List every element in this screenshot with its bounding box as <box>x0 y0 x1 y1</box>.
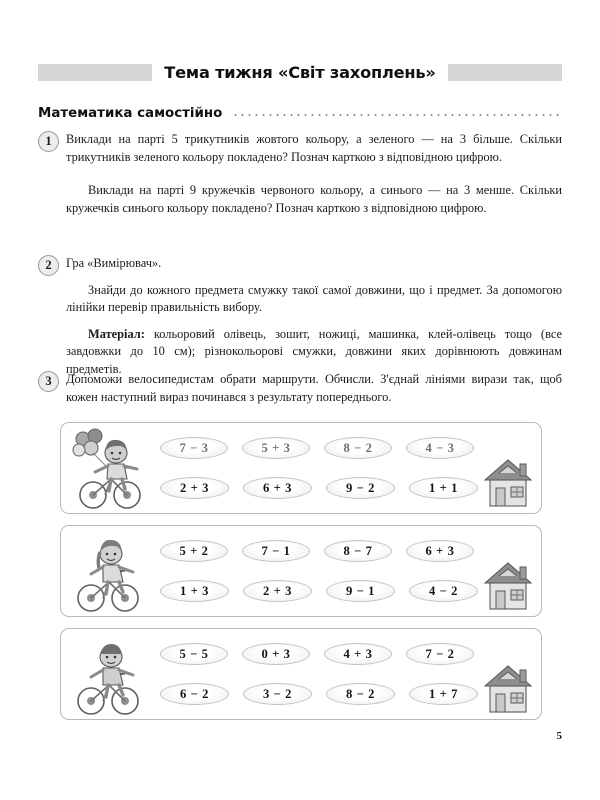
route-box-2 <box>60 525 542 617</box>
task-1-paragraph-1: Виклади на парті 5 трикутників жовтого кольору, а зеленого — на 3 більше. Скільки трикутників зеленого кольору покладено? Познач карткою з відповідною цифрою. <box>66 132 562 164</box>
task-1 <box>38 131 562 217</box>
page-title: Тема тижня «Світ захоплень» <box>152 63 447 82</box>
task-3-number: 3 <box>38 371 59 392</box>
expression-oval[interactable]: 7 − 1 <box>242 540 310 562</box>
dotted-divider <box>232 113 562 117</box>
expression-oval[interactable]: 6 − 2 <box>160 683 229 705</box>
materials-text: кольоровий олівець, зошит, ножиці, машинка, клей-олівець тощо (все завдовжки до 10 см); різнокольорові смужки, довжини яких дорівнюють довжинам предметів. <box>66 326 562 377</box>
page-banner <box>38 60 562 84</box>
route-2-row-top <box>153 540 485 562</box>
expression-oval[interactable]: 8 − 2 <box>326 683 395 705</box>
expression-oval[interactable]: 9 − 2 <box>326 477 395 499</box>
expression-oval[interactable]: 2 + 3 <box>160 477 229 499</box>
expression-oval[interactable]: 6 + 3 <box>243 477 312 499</box>
task-2-title: Гра «Вимірювач». <box>66 256 162 270</box>
task-1-number: 1 <box>38 131 59 152</box>
house-icon <box>477 450 539 512</box>
boy-on-bicycle-icon <box>67 633 159 717</box>
expression-oval[interactable]: 9 − 1 <box>326 580 395 602</box>
expression-oval[interactable]: 8 − 7 <box>324 540 392 562</box>
route-2-expressions <box>153 534 485 608</box>
route-3-row-top <box>153 643 485 665</box>
expression-oval[interactable]: 4 − 2 <box>409 580 478 602</box>
page-number: 5 <box>556 730 562 742</box>
house-icon <box>477 553 539 615</box>
expression-oval[interactable]: 7 − 2 <box>406 643 474 665</box>
task-2-number: 2 <box>38 255 59 276</box>
expression-oval[interactable]: 1 + 1 <box>409 477 478 499</box>
task-3-paragraph-1: Допоможи велосипедистам обрати маршрути. Обчисли. З'єднай лініями вирази так, щоб кожен наступний вираз починався з результату попереднього. <box>66 372 562 404</box>
route-1-row-top <box>153 437 485 459</box>
expression-oval[interactable]: 8 − 2 <box>324 437 392 459</box>
girl-on-bicycle-icon <box>67 530 159 614</box>
expression-oval[interactable]: 5 + 3 <box>242 437 310 459</box>
route-1-row-bottom <box>153 477 485 499</box>
expression-oval[interactable]: 5 − 5 <box>160 643 228 665</box>
expression-oval[interactable]: 6 + 3 <box>406 540 474 562</box>
task-1-body <box>66 131 562 217</box>
expression-oval[interactable]: 7 − 3 <box>160 437 228 459</box>
girl-with-balloons-on-bicycle-icon <box>67 427 159 511</box>
task-3-body <box>66 371 562 406</box>
route-box-3 <box>60 628 542 720</box>
expression-oval[interactable]: 3 − 2 <box>243 683 312 705</box>
banner-bar-right <box>448 64 562 81</box>
expression-oval[interactable]: 1 + 7 <box>409 683 478 705</box>
materials-label: Матеріал: <box>88 326 145 341</box>
subject-title: Математика самостійно <box>38 105 223 121</box>
expression-oval[interactable]: 2 + 3 <box>243 580 312 602</box>
route-2-row-bottom <box>153 580 485 602</box>
route-3-row-bottom <box>153 683 485 705</box>
task-1-paragraph-2: Виклади на парті 9 кружечків червоного кольору, а синього — на 3 менше. Скільки кружечків синього кольору покладено? Познач карткою з відповідною цифрою. <box>66 183 562 215</box>
expression-oval[interactable]: 4 + 3 <box>324 643 392 665</box>
house-icon <box>477 656 539 718</box>
expression-oval[interactable]: 4 − 3 <box>406 437 474 459</box>
task-2 <box>38 255 562 379</box>
route-boxes <box>60 422 542 731</box>
task-2-paragraph-1: Знайди до кожного предмета смужку такої самої довжини, що і предмет. За допомогою лінійки перевір правильність вибору. <box>66 282 562 315</box>
banner-bar-left <box>38 64 152 81</box>
subject-heading-row <box>38 103 562 123</box>
expression-oval[interactable]: 5 + 2 <box>160 540 228 562</box>
expression-oval[interactable]: 1 + 3 <box>160 580 229 602</box>
task-2-body <box>66 255 562 379</box>
route-box-1 <box>60 422 542 514</box>
route-3-expressions <box>153 637 485 711</box>
task-3 <box>38 371 562 406</box>
route-1-expressions <box>153 431 485 505</box>
expression-oval[interactable]: 0 + 3 <box>242 643 310 665</box>
